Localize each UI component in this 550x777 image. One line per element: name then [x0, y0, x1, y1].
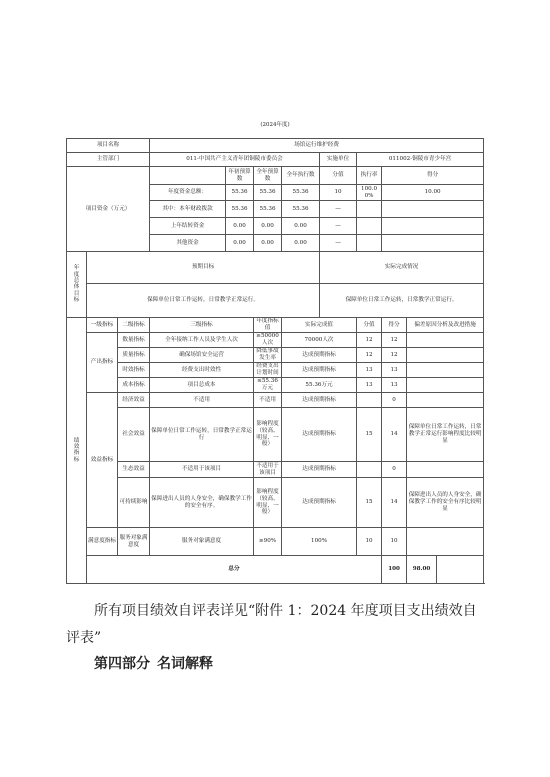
funds-cell	[382, 201, 484, 218]
l2-cell: 可持续影响	[118, 478, 150, 528]
target-cell: 影响程度（较高、明显、一般）	[254, 478, 282, 528]
funds-cell: 0.00	[254, 218, 282, 235]
got-cell: 14	[382, 408, 407, 462]
actual-cell: 达成预期指标	[282, 478, 357, 528]
l3-cell: 保障进出人员的人身安全，确保教学工作的安全有序。	[150, 478, 254, 528]
indicator-header: 年度指标值	[254, 318, 282, 333]
indicator-header: 一级指标	[87, 318, 118, 333]
unit-label: 实施单位	[320, 153, 357, 167]
score-cell: 15	[357, 408, 382, 462]
funds-cell	[357, 201, 382, 218]
indicator-header: 分值	[357, 318, 382, 333]
funds-cell: 0.00	[282, 218, 320, 235]
funds-row-name: 其中：本年财政拨款	[150, 201, 226, 218]
funds-header: 分值	[320, 167, 357, 185]
funds-row-name: 其他资金	[150, 235, 226, 252]
note-cell	[407, 348, 484, 363]
target-cell: 不适用	[254, 393, 282, 408]
score-cell: 12	[357, 333, 382, 348]
expected-goal-label: 预期目标	[87, 252, 320, 284]
l3-cell: 全年接纳工作人员及学生人次	[150, 333, 254, 348]
funds-cell: —	[320, 235, 357, 252]
got-cell: 0	[382, 462, 407, 478]
funds-cell: 55.36	[254, 185, 282, 201]
expected-goal: 保障单位日常工作运转，日常教学正常运行。	[87, 284, 320, 318]
funds-cell	[382, 218, 484, 235]
target-cell: ≥50000人次	[254, 333, 282, 348]
funds-cell: 55.36	[282, 185, 320, 201]
funds-cell: 10.00	[382, 185, 484, 201]
l2-cell: 时效指标	[118, 363, 150, 378]
section-part: 第四部分	[94, 656, 150, 672]
l3-cell: 确保场馆安全运营	[150, 348, 254, 363]
l2-cell: 数量指标	[118, 333, 150, 348]
funds-header: 得分	[382, 167, 484, 185]
note-cell	[407, 393, 484, 408]
annual-goal-label: 年度总体目标	[73, 265, 80, 304]
note-cell	[407, 333, 484, 348]
funds-cell: 0.00	[226, 235, 254, 252]
got-cell: 12	[382, 333, 407, 348]
actual-goal: 保障单位日常工作运转，日常教学正常运行。	[320, 284, 484, 318]
actual-cell: 55.36万元	[282, 378, 357, 393]
note-cell	[407, 528, 484, 556]
satisfaction-indicator-label: 满意度指标	[87, 528, 118, 556]
l3-cell: 经费支出时效性	[150, 363, 254, 378]
attachment-paragraph: 所有项目绩效自评表详见“附件 1：2024 年度项目支出绩效自评表”	[66, 603, 477, 646]
score-cell: 10	[357, 528, 382, 556]
funds-cell: 10	[320, 185, 357, 201]
l2-cell: 社会效益	[118, 408, 150, 462]
indicator-header: 实际完成值	[282, 318, 357, 333]
effect-indicator-label: 效益指标	[87, 393, 118, 528]
score-cell: 15	[357, 478, 382, 528]
score-cell: 12	[357, 348, 382, 363]
l2-cell: 经济效益	[118, 393, 150, 408]
total-label: 总分	[87, 556, 382, 584]
funds-cell: 0.00	[282, 235, 320, 252]
indicator-header: 得分	[382, 318, 407, 333]
note-cell: 保障单位日常工作运转，日常教学正常运行影响程度比较明显	[407, 408, 484, 462]
funds-row-name: 上年结转资金	[150, 218, 226, 235]
funds-cell: 55.36	[254, 201, 282, 218]
unit-value: 011002-铜陵市青少年宫	[357, 153, 484, 167]
l2-cell: 服务对象满意度	[118, 528, 150, 556]
funds-cell	[382, 235, 484, 252]
funds-cell: —	[320, 201, 357, 218]
actual-cell: 达成预期指标	[282, 393, 357, 408]
got-cell: 13	[382, 378, 407, 393]
target-cell: ≤55.36万元	[254, 378, 282, 393]
funds-label: 项目资金（万元）	[67, 167, 150, 252]
year-label: (2024年度)	[260, 122, 290, 128]
funds-cell: 100.00%	[357, 185, 382, 201]
target-cell: 经费支出计划时间	[254, 363, 282, 378]
performance-evaluation-table	[66, 138, 484, 584]
funds-row-name: 年度资金总额：	[150, 185, 226, 201]
got-cell: 13	[382, 363, 407, 378]
section-title: 名词解释	[157, 656, 213, 672]
note-cell	[407, 462, 484, 478]
dept-label: 主管部门	[67, 153, 150, 167]
target-cell: 降低事故发生率	[254, 348, 282, 363]
indicator-header: 偏差原因分析及改进措施	[407, 318, 484, 333]
l2-cell: 成本指标	[118, 378, 150, 393]
note-cell	[407, 378, 484, 393]
funds-cell: 0.00	[254, 235, 282, 252]
l3-cell: 项目总成本	[150, 378, 254, 393]
funds-cell: 55.36	[226, 201, 254, 218]
funds-header: 执行率	[357, 167, 382, 185]
target-cell: ≥90%	[254, 528, 282, 556]
l2-cell: 质量指标	[118, 348, 150, 363]
actual-cell: 达成预期指标	[282, 408, 357, 462]
funds-header: 全年执行数	[282, 167, 320, 185]
got-cell: 0	[382, 393, 407, 408]
score-cell: 13	[357, 378, 382, 393]
total-got: 98.00	[407, 556, 437, 584]
score-cell	[357, 462, 382, 478]
l3-cell: 服务对象满意度	[150, 528, 254, 556]
funds-header: 全年预算数	[254, 167, 282, 185]
note-cell	[407, 363, 484, 378]
target-cell: 影响程度（较高、明显、一般）	[254, 408, 282, 462]
score-cell: 13	[357, 363, 382, 378]
output-indicator-label: 产出指标	[87, 333, 118, 393]
indicator-header: 二级指标	[118, 318, 150, 333]
project-name-label: 项目名称	[67, 139, 150, 153]
actual-cell: 达成预期指标	[282, 363, 357, 378]
actual-cell: 70000人次	[282, 333, 357, 348]
actual-cell: 100%	[282, 528, 357, 556]
project-name-value: 场馆运行维护经费	[150, 139, 484, 153]
actual-cell: 达成预期指标	[282, 462, 357, 478]
indicator-header: 三级指标	[150, 318, 254, 333]
score-cell	[357, 393, 382, 408]
funds-cell: 55.36	[282, 201, 320, 218]
target-cell: 不适用于该项目	[254, 462, 282, 478]
funds-cell: 55.36	[226, 185, 254, 201]
l3-cell: 保障单位日常工作运转，日常教学正常运行	[150, 408, 254, 462]
l2-cell: 生态效益	[118, 462, 150, 478]
actual-cell: 达成预期指标	[282, 348, 357, 363]
total-score: 100	[382, 556, 407, 584]
funds-cell: —	[320, 218, 357, 235]
l3-cell: 不适用	[150, 393, 254, 408]
actual-goal-label: 实际完成情况	[320, 252, 484, 284]
funds-cell: 0.00	[226, 218, 254, 235]
section-heading	[94, 653, 220, 673]
funds-cell	[357, 235, 382, 252]
funds-header: 年初预算数	[226, 167, 254, 185]
funds-cell	[357, 218, 382, 235]
got-cell: 12	[382, 348, 407, 363]
note-cell: 保障进出人员的人身安全，确保教学工作的安全有序比较明显	[407, 478, 484, 528]
l3-cell: 不适用于该项目	[150, 462, 254, 478]
got-cell: 10	[382, 528, 407, 556]
got-cell: 14	[382, 478, 407, 528]
indicators-label: 绩效指标	[73, 437, 80, 463]
dept-value: 011-中国共产主义青年团铜陵市委员会	[150, 153, 320, 167]
